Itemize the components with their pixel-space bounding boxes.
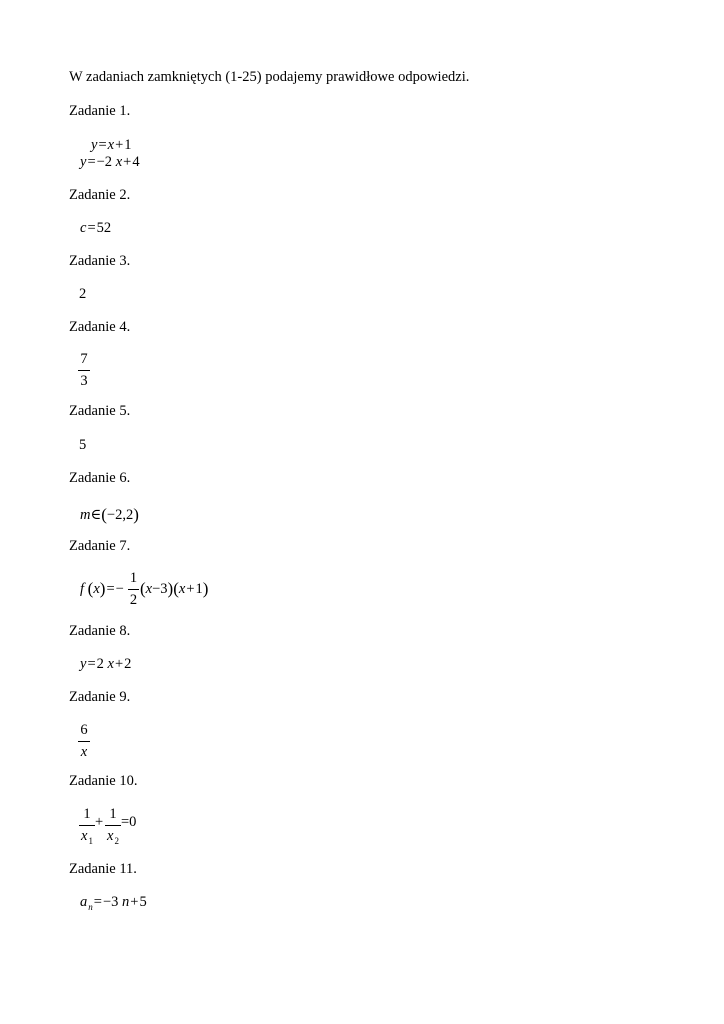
task-10-denominator-2: $x_2$ [107, 827, 119, 846]
task-9-denominator: x [80, 743, 88, 760]
task-10-fraction-2 [105, 806, 121, 846]
task-4-denominator: 3 [80, 372, 88, 389]
task-8-answer: y=2 x+2 [80, 656, 132, 672]
task-1-answer-line-1: y=x+1 [91, 137, 132, 153]
task-label-2: Zadanie 2. [69, 187, 131, 203]
task-9-fraction [78, 723, 90, 759]
task-5-answer: 5 [79, 437, 87, 453]
intro-text: W zadaniach zamkniętych (1-25) podajemy prawidłowe odpowiedzi. [69, 69, 470, 85]
task-label-1: Zadanie 1. [69, 103, 131, 119]
task-11-answer: $a_n=-3$ n+5 [80, 894, 147, 912]
task-4-fraction [78, 352, 90, 388]
task-label-4: Zadanie 4. [69, 319, 131, 335]
task-label-3: Zadanie 3. [69, 253, 131, 269]
fraction-bar [128, 589, 139, 590]
task-label-5: Zadanie 5. [69, 403, 131, 419]
task-10-denominator-1: $x_1$ [81, 827, 93, 846]
fraction-bar [79, 825, 95, 826]
fraction-bar [78, 370, 90, 371]
task-7-answer-left: f (x)=− [80, 579, 124, 598]
task-1-answer-line-2: y=−2 x+4 [80, 154, 140, 170]
task-7-fraction [128, 571, 139, 607]
task-label-8: Zadanie 8. [69, 623, 131, 639]
task-label-11: Zadanie 11. [69, 861, 137, 877]
task-10-fraction-1 [79, 806, 95, 846]
fraction-bar [105, 825, 121, 826]
task-4-numerator: 7 [80, 351, 88, 367]
task-3-answer: 2 [79, 286, 87, 302]
task-label-6: Zadanie 6. [69, 470, 131, 486]
task-label-10: Zadanie 10. [69, 773, 138, 789]
task-label-7: Zadanie 7. [69, 538, 131, 554]
task-7-numerator: 1 [129, 570, 138, 586]
task-10-plus: + [95, 814, 104, 830]
task-6-answer: m∈(−2,2) [80, 505, 139, 524]
task-10-numerator-1: 1 [83, 806, 91, 822]
task-9-numerator: 6 [80, 722, 88, 738]
task-10-equals-zero: =0 [121, 814, 137, 830]
task-10-numerator-2: 1 [109, 806, 117, 822]
task-2-answer: c=52 [80, 220, 112, 236]
task-label-9: Zadanie 9. [69, 689, 131, 705]
task-7-answer-right: (x−3)(x+1) [140, 579, 209, 598]
task-7-denominator: 2 [129, 591, 138, 608]
fraction-bar [78, 741, 90, 742]
